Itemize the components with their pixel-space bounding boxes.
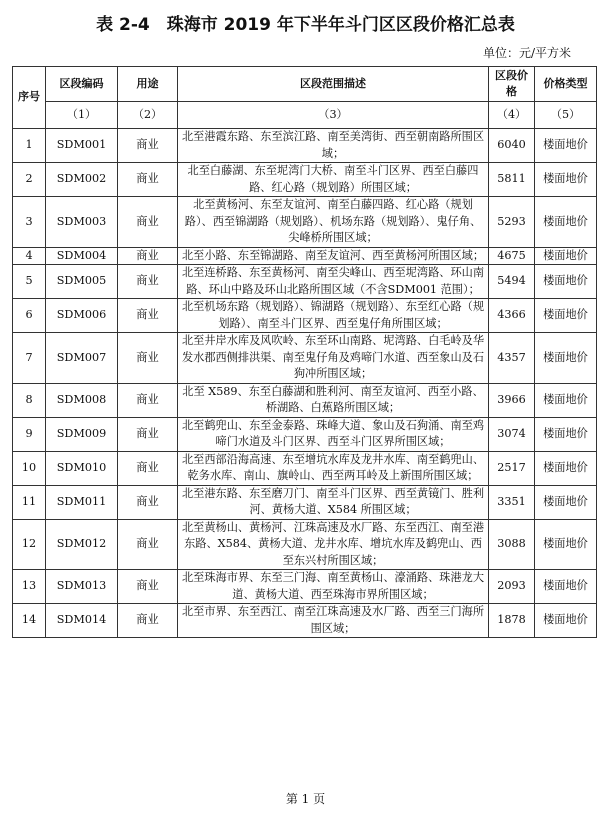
price-table [12, 66, 597, 638]
cell-price: 2093 [489, 570, 535, 604]
cell-no: 13 [13, 570, 46, 604]
cell-no: 7 [13, 333, 46, 384]
cell-no: 4 [13, 247, 46, 265]
cell-price: 4675 [489, 247, 535, 265]
cell-price: 3088 [489, 519, 535, 570]
cell-desc: 北至鹤兜山、东至金泰路、珠峰大道、象山及石狗涌、南至鸡啼门水道及斗门区界、西至斗门区界所围区域； [178, 417, 489, 451]
cell-type: 楼面地价 [535, 163, 597, 197]
cell-code: SDM005 [46, 265, 118, 299]
table-row [13, 519, 597, 570]
cell-desc: 北至港东路、东至磨刀门、南至斗门区界、西至黄镜门、胜利河、黄杨大道、X584 所围区域； [178, 485, 489, 519]
cell-price: 3351 [489, 485, 535, 519]
cell-no: 6 [13, 299, 46, 333]
cell-price: 3074 [489, 417, 535, 451]
cell-use: 商业 [118, 333, 178, 384]
cell-desc: 北至港霞东路、东至滨江路、南至美湾街、西至朝南路所围区域； [178, 129, 489, 163]
table-row [13, 197, 597, 248]
cell-desc: 北至白藤湖、东至坭湾门大桥、南至斗门区界、西至白藤四路、红心路（规划路）所围区域； [178, 163, 489, 197]
cell-no: 9 [13, 417, 46, 451]
page-footer: 第 1 页 [285, 792, 326, 806]
subheader-2: （2） [118, 102, 178, 129]
cell-price: 6040 [489, 129, 535, 163]
cell-use: 商业 [118, 519, 178, 570]
table-row [13, 333, 597, 384]
cell-use: 商业 [118, 265, 178, 299]
subheader-3: （3） [178, 102, 489, 129]
cell-code: SDM007 [46, 333, 118, 384]
cell-code: SDM004 [46, 247, 118, 265]
cell-no: 12 [13, 519, 46, 570]
cell-no: 10 [13, 451, 46, 485]
cell-type: 楼面地价 [535, 570, 597, 604]
cell-no: 2 [13, 163, 46, 197]
table-row [13, 570, 597, 604]
cell-use: 商业 [118, 383, 178, 417]
cell-code: SDM013 [46, 570, 118, 604]
cell-code: SDM001 [46, 129, 118, 163]
cell-use: 商业 [118, 163, 178, 197]
cell-no: 1 [13, 129, 46, 163]
cell-use: 商业 [118, 197, 178, 248]
table-row [13, 417, 597, 451]
cell-use: 商业 [118, 299, 178, 333]
cell-code: SDM002 [46, 163, 118, 197]
cell-use: 商业 [118, 129, 178, 163]
cell-desc: 北至黄杨山、黄杨河、江珠高速及水厂路、东至西江、南至港东路、X584、黄杨大道、龙井水库、增坑水库及鹤兜山、西至东兴村所围区域； [178, 519, 489, 570]
cell-desc: 北至机场东路（规划路）、锦湖路（规划路）、东至红心路（规划路）、南至斗门区界、西至鬼仔角所围区域； [178, 299, 489, 333]
cell-code: SDM012 [46, 519, 118, 570]
cell-no: 5 [13, 265, 46, 299]
cell-price: 4357 [489, 333, 535, 384]
cell-desc: 北至珠海市界、东至三门海、南至黄杨山、濠涌路、珠港龙大道、黄杨大道、西至珠海市界所围区域； [178, 570, 489, 604]
cell-use: 商业 [118, 451, 178, 485]
header-type: 价格类型 [535, 67, 597, 102]
table-row [13, 485, 597, 519]
cell-price: 5811 [489, 163, 535, 197]
cell-type: 楼面地价 [535, 519, 597, 570]
cell-no: 8 [13, 383, 46, 417]
table-row [13, 247, 597, 265]
cell-no: 11 [13, 485, 46, 519]
table-row [13, 163, 597, 197]
cell-type: 楼面地价 [535, 129, 597, 163]
cell-desc: 北至市界、东至西江、南至江珠高速及水厂路、西至三门海所围区域； [178, 604, 489, 638]
subheader-4: （4） [489, 102, 535, 129]
cell-code: SDM003 [46, 197, 118, 248]
cell-type: 楼面地价 [535, 485, 597, 519]
cell-desc: 北至小路、东至锦湖路、南至友谊河、西至黄杨河所围区域； [178, 247, 489, 265]
cell-type: 楼面地价 [535, 604, 597, 638]
unit-label: 单位：元/平方米 [482, 46, 571, 60]
cell-desc: 北至黄杨河、东至友谊河、南至白藤四路、红心路（规划路）、西至锦湖路（规划路）、机场东路（规划路）、鬼仔角、尖峰桥所围区域； [178, 197, 489, 248]
table-title: 表 2-4 珠海市 2019 年下半年斗门区区段价格汇总表 [96, 15, 515, 35]
cell-price: 2517 [489, 451, 535, 485]
header-desc: 区段范围描述 [178, 67, 489, 102]
cell-type: 楼面地价 [535, 247, 597, 265]
cell-desc: 北至 X589、东至白藤湖和胜利河、南至友谊河、西至小路、桥湖路、白蕉路所围区域； [178, 383, 489, 417]
cell-use: 商业 [118, 604, 178, 638]
cell-type: 楼面地价 [535, 265, 597, 299]
cell-use: 商业 [118, 247, 178, 265]
cell-code: SDM010 [46, 451, 118, 485]
cell-desc: 北至连桥路、东至黄杨河、南至尖峰山、西至坭湾路、环山南路、环山中路及环山北路所围区域（不含SDM001 范围）； [178, 265, 489, 299]
cell-price: 3966 [489, 383, 535, 417]
header-price: 区段价格 [489, 67, 535, 102]
table-row [13, 604, 597, 638]
table-row [13, 383, 597, 417]
cell-code: SDM009 [46, 417, 118, 451]
cell-type: 楼面地价 [535, 197, 597, 248]
cell-no: 3 [13, 197, 46, 248]
cell-price: 5293 [489, 197, 535, 248]
cell-desc: 北至井岸水库及风吹岭、东至环山南路、坭湾路、白毛岭及华发水郡西侧排洪渠、南至鬼仔角及鸡啼门水道、西至象山及石狗冲所围区域； [178, 333, 489, 384]
header-code: 区段编码 [46, 67, 118, 102]
cell-type: 楼面地价 [535, 333, 597, 384]
cell-type: 楼面地价 [535, 417, 597, 451]
cell-price: 5494 [489, 265, 535, 299]
subheader-5: （5） [535, 102, 597, 129]
header-no: 序号 [13, 67, 46, 129]
cell-no: 14 [13, 604, 46, 638]
cell-desc: 北至西部沿海高速、东至增坑水库及龙井水库、南至鹤兜山、乾务水库、南山、旗岭山、西至两耳岭及上新围所围区域； [178, 451, 489, 485]
table-row [13, 451, 597, 485]
cell-use: 商业 [118, 485, 178, 519]
cell-price: 1878 [489, 604, 535, 638]
cell-use: 商业 [118, 417, 178, 451]
subheader-1: （1） [46, 102, 118, 129]
table-row [13, 129, 597, 163]
cell-price: 4366 [489, 299, 535, 333]
cell-code: SDM011 [46, 485, 118, 519]
header-use: 用途 [118, 67, 178, 102]
cell-use: 商业 [118, 570, 178, 604]
cell-code: SDM006 [46, 299, 118, 333]
cell-type: 楼面地价 [535, 299, 597, 333]
table-row [13, 265, 597, 299]
cell-code: SDM014 [46, 604, 118, 638]
cell-code: SDM008 [46, 383, 118, 417]
cell-type: 楼面地价 [535, 451, 597, 485]
cell-type: 楼面地价 [535, 383, 597, 417]
table-row [13, 299, 597, 333]
